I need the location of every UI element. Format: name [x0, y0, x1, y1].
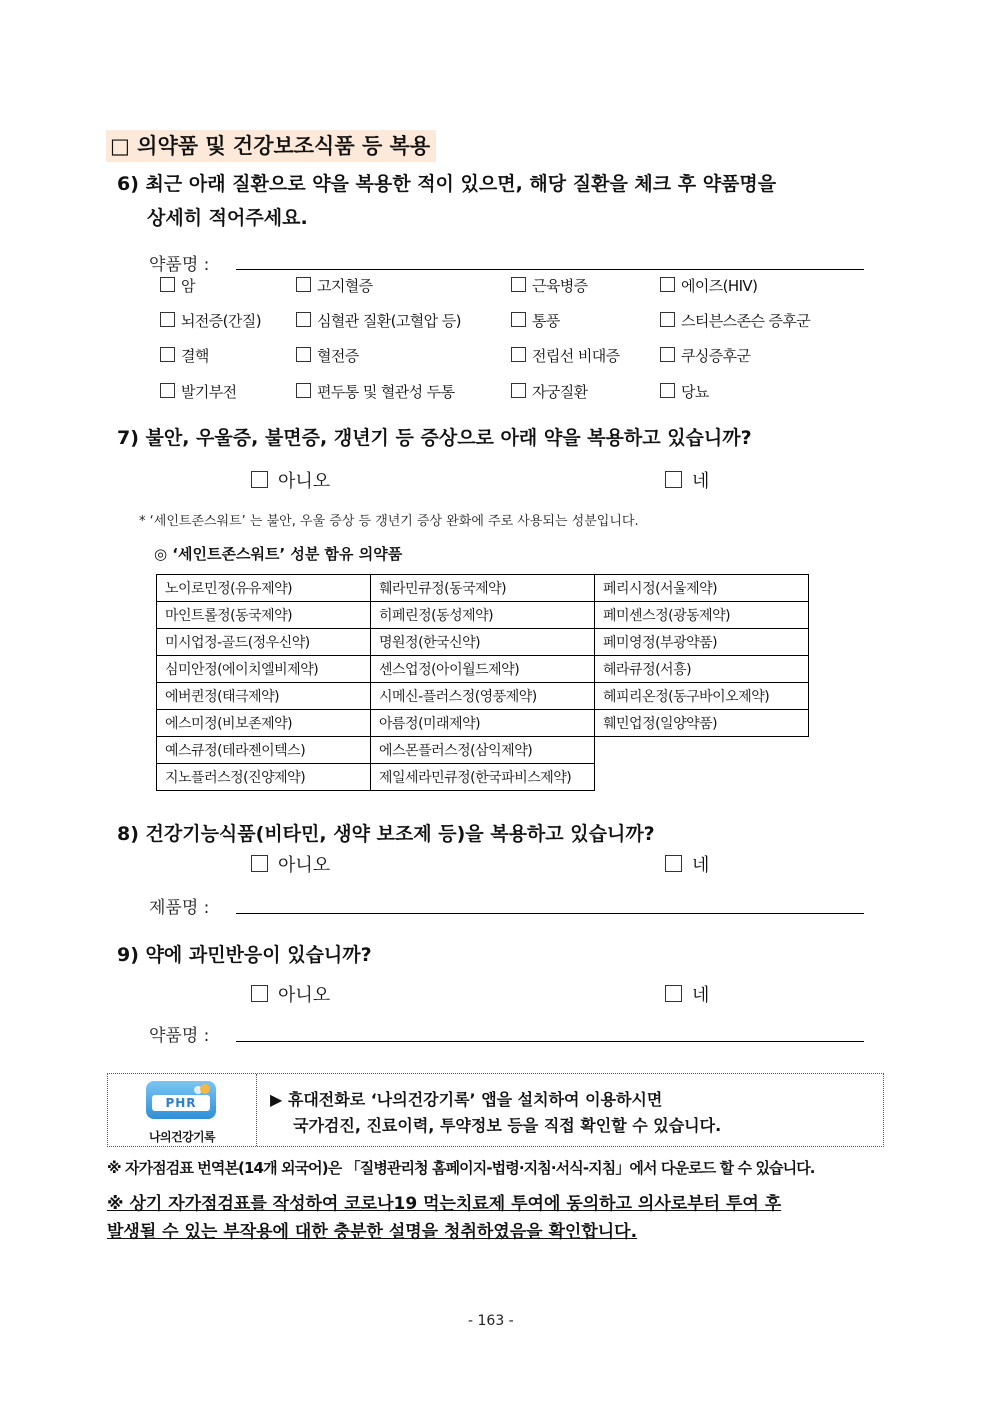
checkbox-icon[interactable]: [251, 985, 268, 1002]
table-cell: [595, 764, 809, 791]
condition-option[interactable]: [296, 345, 359, 366]
condition-label: 혈전증: [317, 347, 359, 365]
table-cell: 예스큐정(테라젠이텍스): [157, 737, 371, 764]
condition-label: 결핵: [181, 347, 209, 365]
checkbox-icon[interactable]: [665, 471, 682, 488]
condition-option[interactable]: [660, 381, 709, 402]
condition-option[interactable]: [296, 310, 461, 331]
q6-drug-label: 약품명 :: [149, 255, 210, 275]
q7-no-label: 아니오: [278, 471, 331, 492]
condition-option[interactable]: [511, 345, 620, 366]
condition-option[interactable]: [160, 275, 195, 296]
condition-label: 고지혈증: [317, 277, 373, 295]
condition-label: 암: [181, 277, 195, 295]
checkbox-icon[interactable]: [160, 383, 175, 398]
table-cell: 마인트롤정(동국제약): [157, 602, 371, 629]
condition-label: 발기부전: [181, 383, 237, 401]
q9-yes-label: 네: [692, 985, 710, 1006]
condition-label: 당뇨: [681, 383, 709, 401]
checkbox-icon[interactable]: [511, 277, 526, 292]
table-cell: 페미영정(부광약품): [595, 629, 809, 656]
table-cell: 명원정(한국신약): [371, 629, 595, 656]
table-cell: 에스몬플러스정(삼익제약): [371, 737, 595, 764]
condition-label: 스티븐스존슨 증후군: [681, 312, 811, 330]
q7-note: * ‘세인트존스워트’ 는 불안, 우울 증상 등 갱년기 증상 완화에 주로 사용되는 성분입니다.: [139, 514, 639, 529]
q8-product-label: 제품명 :: [149, 898, 210, 918]
condition-option[interactable]: [160, 310, 261, 331]
q8-option-yes[interactable]: [665, 851, 709, 877]
condition-option[interactable]: [160, 345, 209, 366]
table-row: [157, 656, 809, 683]
q7-yes-label: 네: [692, 471, 710, 492]
condition-label: 자궁질환: [532, 383, 588, 401]
checkbox-icon[interactable]: [665, 985, 682, 1002]
table-cell: 시메신-플러스정(영풍제약): [371, 683, 595, 710]
table-row: [157, 683, 809, 710]
consent-line1: ※ 상기 자가점검표를 작성하여 코로나19 먹는치료제 투여에 동의하고 의사로부터 투여 후: [107, 1194, 782, 1214]
table-cell: [595, 737, 809, 764]
condition-label: 뇌전증(간질): [181, 312, 261, 330]
table-row: [157, 737, 809, 764]
info-line2: 국가검진, 진료이력, 투약정보 등을 직접 확인할 수 있습니다.: [293, 1116, 722, 1135]
footnote-translations: ※ 자가점검표 번역본(14개 외국어)은 「질병관리청 홈페이지-법령·지침·서식-지침」에서 다운로드 할 수 있습니다.: [107, 1159, 815, 1177]
q9-option-no[interactable]: [251, 981, 330, 1007]
table-row: [157, 764, 809, 791]
table-row: [157, 629, 809, 656]
checkbox-icon[interactable]: [160, 347, 175, 362]
q9-drug-input[interactable]: [236, 1041, 864, 1042]
table-cell: 센스업정(아이월드제약): [371, 656, 595, 683]
q9-no-label: 아니오: [278, 985, 331, 1006]
table-cell: 심미안정(에이치엘비제약): [157, 656, 371, 683]
checkbox-icon[interactable]: [296, 312, 311, 327]
condition-option[interactable]: [511, 310, 560, 331]
checkbox-icon[interactable]: [251, 471, 268, 488]
condition-label: 쿠싱증후군: [681, 347, 751, 365]
checkbox-icon[interactable]: [511, 383, 526, 398]
drug-table-title: ◎ ‘세인트존스워트’ 성분 함유 의약품: [154, 545, 403, 563]
phr-info-box: [107, 1073, 884, 1147]
table-cell: 헤피리온정(동구바이오제약): [595, 683, 809, 710]
q8-product-input[interactable]: [236, 913, 864, 914]
condition-option[interactable]: [296, 381, 455, 402]
phr-logo-text: PHR: [152, 1095, 210, 1111]
table-cell: 훼민업정(일양약품): [595, 710, 809, 737]
condition-option[interactable]: [296, 275, 373, 296]
table-row: [157, 602, 809, 629]
table-cell: 아름정(미래제약): [371, 710, 595, 737]
q7-option-no[interactable]: [251, 467, 330, 493]
table-cell: 에스미정(비보존제약): [157, 710, 371, 737]
condition-label: 근육병증: [532, 277, 588, 295]
table-row: [157, 575, 809, 602]
checkbox-icon[interactable]: [660, 277, 675, 292]
condition-label: 편두통 및 혈관성 두통: [317, 383, 455, 401]
phr-app-icon: [146, 1081, 216, 1119]
checkbox-icon[interactable]: [511, 347, 526, 362]
checkbox-icon[interactable]: [511, 312, 526, 327]
condition-option[interactable]: [511, 381, 588, 402]
question-6-line2: 상세히 적어주세요.: [147, 207, 308, 229]
q6-drug-input[interactable]: [236, 269, 864, 270]
q8-option-no[interactable]: [251, 851, 330, 877]
question-9: 9) 약에 과민반응이 있습니까?: [117, 944, 372, 966]
checkbox-icon[interactable]: [660, 347, 675, 362]
condition-label: 에이즈(HIV): [681, 277, 758, 295]
condition-label: 심혈관 질환(고혈압 등): [317, 312, 461, 330]
q9-drug-label: 약품명 :: [149, 1026, 210, 1046]
checkbox-icon[interactable]: [665, 855, 682, 872]
consent-line2: 발생될 수 있는 부작용에 대한 충분한 설명을 청취하였음을 확인합니다.: [107, 1222, 638, 1242]
condition-option[interactable]: [660, 345, 750, 366]
condition-label: 전립선 비대증: [532, 347, 620, 365]
table-cell: 훼라민큐정(동국제약): [371, 575, 595, 602]
checkbox-icon[interactable]: [660, 312, 675, 327]
q9-option-yes[interactable]: [665, 981, 709, 1007]
checkbox-icon[interactable]: [660, 383, 675, 398]
phr-logo-caption: 나의건강기록: [149, 1130, 215, 1144]
q8-no-label: 아니오: [278, 855, 331, 876]
condition-option[interactable]: [660, 310, 810, 331]
question-8: 8) 건강기능식품(비타민, 생약 보조제 등)을 복용하고 있습니까?: [117, 823, 655, 845]
checkbox-icon[interactable]: [296, 277, 311, 292]
condition-option[interactable]: [511, 275, 588, 296]
question-7: 7) 불안, 우울증, 불면증, 갱년기 등 증상으로 아래 약을 복용하고 있습니까?: [117, 427, 752, 449]
checkbox-icon[interactable]: [160, 312, 175, 327]
q8-yes-label: 네: [692, 855, 710, 876]
checkbox-icon[interactable]: [160, 277, 175, 292]
checkbox-icon[interactable]: [251, 855, 268, 872]
page-number: - 163 -: [468, 1313, 514, 1329]
table-row: [157, 710, 809, 737]
info-line1: ▶ 휴대전화로 ‘나의건강기록’ 앱을 설치하여 이용하시면: [270, 1090, 663, 1109]
table-cell: 지노플러스정(진양제약): [157, 764, 371, 791]
table-cell: 미시업정-골드(정우신약): [157, 629, 371, 656]
table-cell: 페미센스정(광동제약): [595, 602, 809, 629]
table-cell: 페리시정(서울제약): [595, 575, 809, 602]
table-cell: 헤라큐정(서흥): [595, 656, 809, 683]
table-cell: 노이로민정(유유제약): [157, 575, 371, 602]
checkbox-icon[interactable]: [296, 383, 311, 398]
table-cell: 에버퀸정(태극제약): [157, 683, 371, 710]
section-title: □ 의약품 및 건강보조식품 등 복용: [106, 130, 436, 162]
drug-table: [156, 574, 809, 791]
table-cell: 제일세라민큐정(한국파비스제약): [371, 764, 595, 791]
q7-option-yes[interactable]: [665, 467, 709, 493]
question-6-line1: 6) 최근 아래 질환으로 약을 복용한 적이 있으면, 해당 질환을 체크 후 약품명을: [117, 173, 777, 195]
condition-option[interactable]: [160, 381, 237, 402]
phr-logo-cell: [108, 1074, 257, 1146]
checkbox-icon[interactable]: [296, 347, 311, 362]
table-cell: 히페린정(동성제약): [371, 602, 595, 629]
condition-label: 통풍: [532, 312, 560, 330]
condition-option[interactable]: [660, 275, 757, 296]
